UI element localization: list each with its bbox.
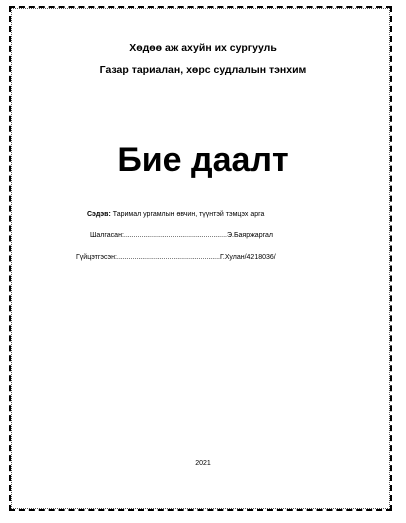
performer-name: Г.Хулан/4218036/ [220,254,276,261]
performer-label: Гүйцэтгэсэн: [76,254,117,261]
checker-name: Э.Баяржаргал [226,232,273,239]
topic-row [87,210,264,219]
year: 2021 [195,460,211,467]
performer-dots: ..................................................... [116,254,220,261]
checker-label: Шалгасан: [90,232,124,239]
topic-label: Сэдэв: [87,211,111,218]
document-title: Бие даалт [117,141,289,179]
department-name: Газар тариалан, хөрс судлалын тэнхим [99,64,307,76]
topic-value: Таримал ургамлын өвчин, түүнтэй тэмцэх арга [112,211,265,218]
performer-row [76,253,276,262]
checker-dots: ..................................................... [123,232,227,239]
university-name: Хөдөө аж ахуйн их сургууль [129,42,277,54]
checker-row [90,231,273,240]
